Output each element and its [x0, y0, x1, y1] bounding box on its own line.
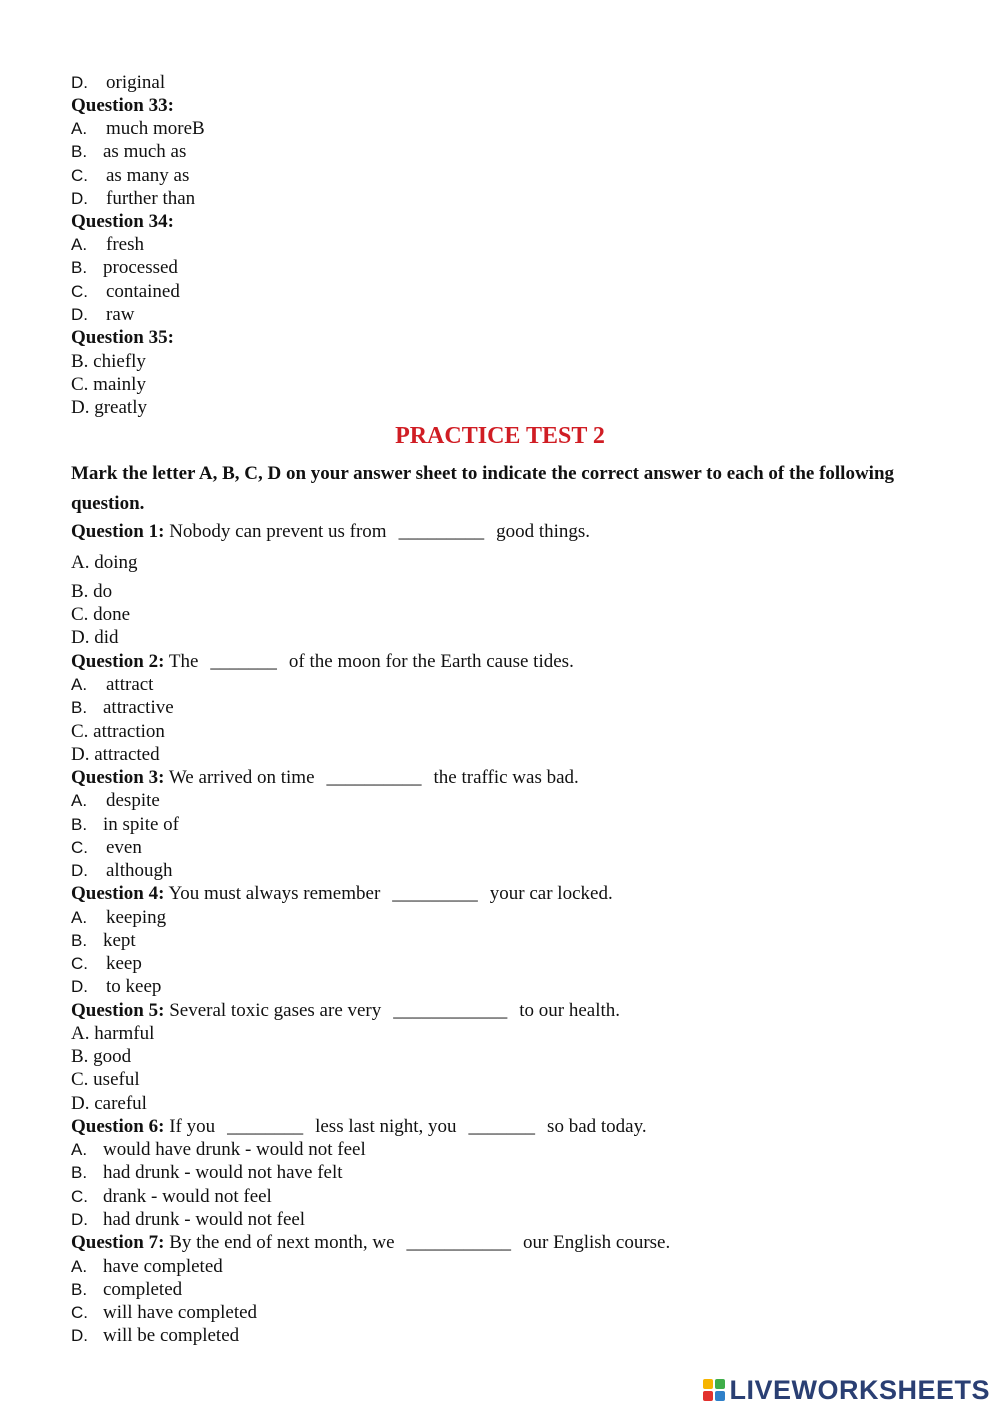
option-line: A. doing: [71, 552, 138, 573]
option-line: B. in spite of: [71, 814, 179, 835]
question-7: Question 7: By the end of next month, we ___________ our English course.: [71, 1232, 671, 1253]
option-line: C. as many as: [71, 165, 190, 186]
answer-blank: _______: [468, 1116, 536, 1137]
option-line: C. drank - would not feel: [71, 1186, 272, 1207]
answer-blank: ____________: [393, 1000, 508, 1021]
option-line: A. much moreB: [71, 118, 205, 139]
option-line: D. did: [71, 627, 119, 648]
option-line: B. do: [71, 581, 113, 602]
question-title: Question 34:: [71, 211, 174, 232]
option-line: C. attraction: [71, 721, 165, 742]
question-title: Question 33:: [71, 95, 174, 116]
option-line: B. had drunk - would not have felt: [71, 1162, 343, 1183]
option-line: C. even: [71, 837, 142, 858]
option-line: C. contained: [71, 281, 180, 302]
option-line: C. done: [71, 604, 131, 625]
option-line: C. mainly: [71, 374, 146, 395]
option-line: B. kept: [71, 930, 136, 951]
question-1: Question 1: Nobody can prevent us from _________ good things.: [71, 521, 591, 542]
option-line: B. processed: [71, 257, 178, 278]
option-line: C. will have completed: [71, 1302, 258, 1323]
option-line: D. careful: [71, 1093, 147, 1114]
question-5: Question 5: Several toxic gases are very ____________ to our health.: [71, 1000, 621, 1021]
answer-blank: __________: [326, 767, 422, 788]
option-line: A. have completed: [71, 1256, 223, 1277]
answer-blank: _______: [210, 651, 277, 672]
question-4: Question 4: You must always remember _________ your car locked.: [71, 883, 613, 904]
option-line: A. harmful: [71, 1023, 155, 1044]
logo-square-icon: [715, 1391, 725, 1401]
option-line: D. will be completed: [71, 1325, 240, 1346]
instruction: Mark the letter A, B, C, D on your answer sheet to indicate the correct answer to each of the following question.: [71, 463, 895, 514]
option-line: A. fresh: [71, 234, 144, 255]
test-title: PRACTICE TEST 2: [395, 423, 605, 449]
option-line: B. attractive: [71, 697, 174, 718]
option-line: D. although: [71, 860, 173, 881]
logo-grid-icon: [703, 1379, 725, 1401]
option-line: D. attracted: [71, 744, 160, 765]
liveworksheets-logo[interactable]: [703, 1375, 990, 1405]
logo-square-icon: [703, 1379, 713, 1389]
question-2: Question 2: The _______ of the moon for the Earth cause tides.: [71, 651, 574, 672]
option-line: B. good: [71, 1046, 132, 1067]
option-line: B. completed: [71, 1279, 183, 1300]
answer-blank: _________: [392, 883, 478, 904]
question-title: Question 35:: [71, 327, 174, 348]
answer-blank: _________: [398, 521, 485, 542]
option-line: C. keep: [71, 953, 142, 974]
option-line: D. further than: [71, 188, 196, 209]
option-line: A. would have drunk - would not feel: [71, 1139, 366, 1160]
option-line: D. had drunk - would not feel: [71, 1209, 306, 1230]
answer-blank: ________: [227, 1116, 304, 1137]
option-line: D. original: [71, 72, 166, 93]
question-3: Question 3: We arrived on time __________ the traffic was bad.: [71, 767, 579, 788]
option-line: A. attract: [71, 674, 154, 695]
option-line: C. useful: [71, 1069, 140, 1090]
logo-text: LIVEWORKSHEETS: [729, 1374, 990, 1405]
logo-square-icon: [715, 1379, 725, 1389]
option-line: D. greatly: [71, 397, 147, 418]
option-line: D. to keep: [71, 976, 162, 997]
option-line: D. raw: [71, 304, 135, 325]
question-6: Question 6: If you ________ less last night, you _______ so bad today.: [71, 1116, 647, 1137]
option-line: B. as much as: [71, 141, 187, 162]
logo-square-icon: [703, 1391, 713, 1401]
option-line: B. chiefly: [71, 351, 146, 372]
option-line: A. keeping: [71, 907, 167, 928]
answer-blank: ___________: [406, 1232, 512, 1253]
option-line: A. despite: [71, 790, 160, 811]
